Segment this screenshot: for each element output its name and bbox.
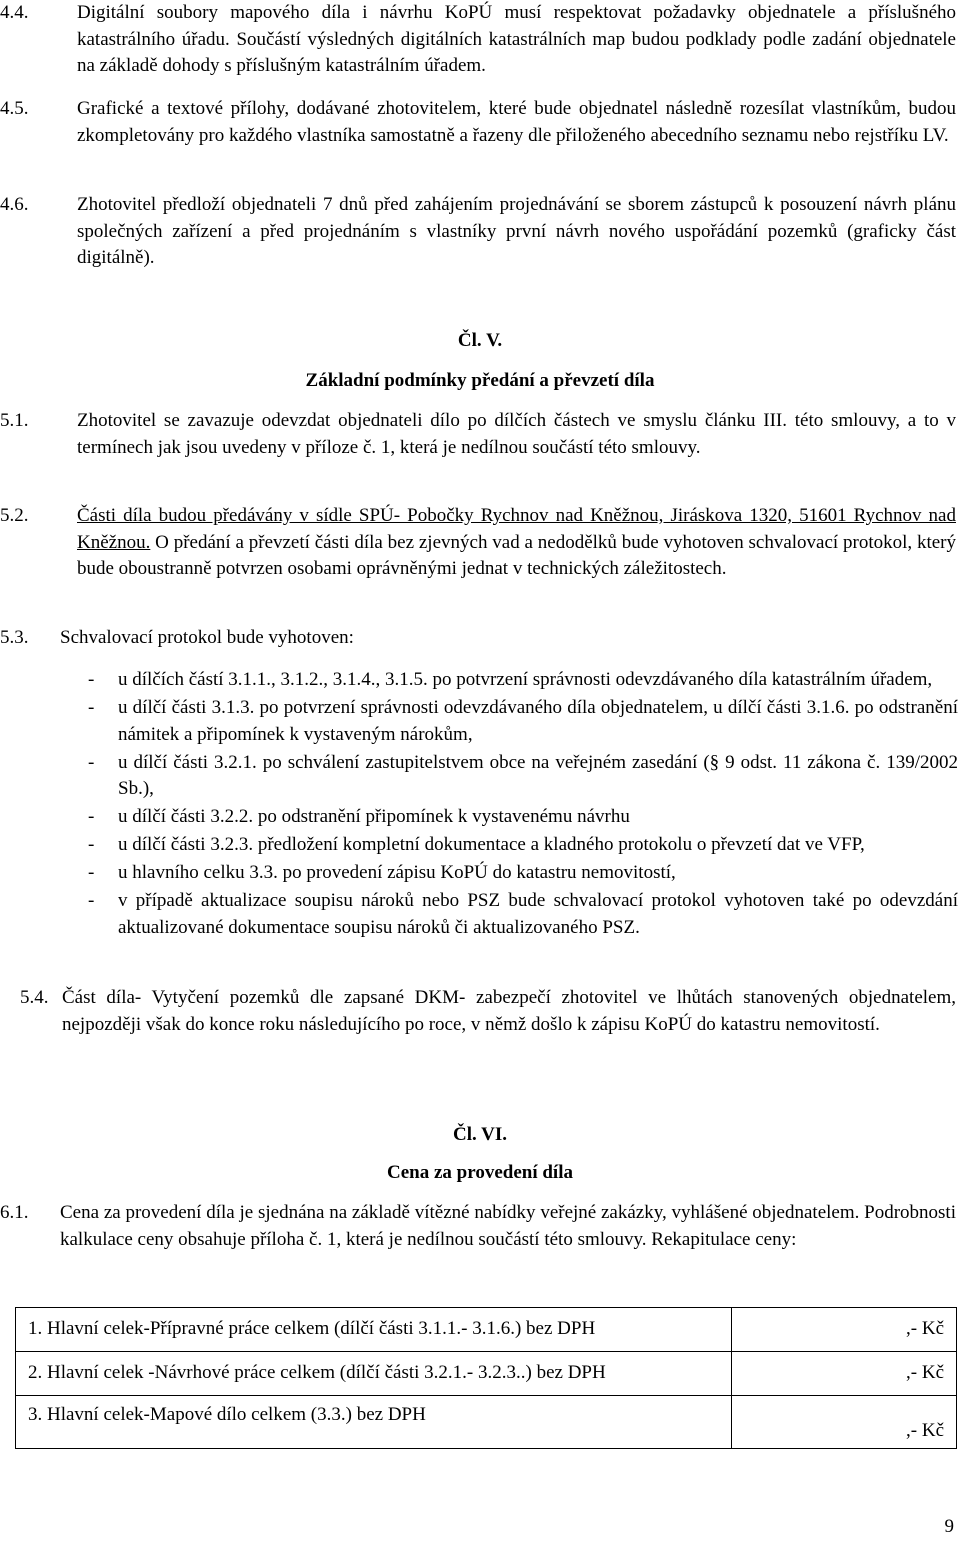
protocol-text: O předání a převzetí části díla bez zjevných vad a nedodělků bude vyhotoven schvalovací protokol, který bude oboustranně potvrzen osobami oprávněnými jednat v technických záležitostech. <box>77 531 956 579</box>
paragraph-4-5 <box>0 96 956 149</box>
list-item: - u dílčí části 3.2.2. po odstranění připomínek k vystavenému návrhu <box>88 804 958 831</box>
table-row <box>16 1352 957 1396</box>
page-number: 9 <box>944 1516 954 1537</box>
list-item: - u dílčí části 3.2.3. předložení kompletní dokumentace a kladného protokolu o převzetí dat ve VFP, <box>88 832 958 859</box>
paragraph-number: 4.6. <box>0 194 29 215</box>
table-cell-description: 2. Hlavní celek -Návrhové práce celkem (dílčí části 3.2.1.- 3.2.3..) bez DPH <box>16 1352 732 1396</box>
paragraph-number: 5.3. <box>0 627 29 648</box>
paragraph-text: Cena za provedení díla je sjednána na základě vítězné nabídky veřejné zakázky, vyhlášené objednatelem. Podrobnosti kalkulace ceny obsahuje příloha č. 1, která je nedílnou součástí této smlouvy. Rekapitulace ceny: <box>60 1202 956 1250</box>
paragraph-5-4 <box>20 985 956 1038</box>
dash-bullet: - <box>88 806 95 827</box>
paragraph-text: Digitální soubory mapového díla i návrhu KoPÚ musí respektovat požadavky objednatele a příslušného katastrálního úřadu. Součástí výsledných digitálních katastrálních map budou podklady podle zadání objednatele na základě dohody s příslušným katastrálním úřadem. <box>77 2 956 76</box>
table-cell-amount: ,- Kč <box>732 1352 957 1396</box>
dash-bullet: - <box>88 890 95 911</box>
table-row <box>16 1396 957 1449</box>
paragraph-4-6 <box>0 192 956 272</box>
table-cell-description: 1. Hlavní celek-Přípravné práce celkem (dílčí části 3.1.1.- 3.1.6.) bez DPH <box>16 1308 732 1352</box>
paragraph-number: 5.1. <box>0 410 29 431</box>
price-recap-table <box>15 1307 957 1449</box>
list-item: - v případě aktualizace soupisu nároků nebo PSZ bude schvalovací protokol vyhotoven také po odevzdání aktualizované dokumentace soupisu nároků či aktualizovaného PSZ. <box>88 890 958 938</box>
article-6-title: Cena za provedení díla <box>387 1162 573 1183</box>
paragraph-number: 6.1. <box>0 1202 29 1223</box>
protocol-conditions-list <box>88 667 958 943</box>
dash-bullet: - <box>88 862 95 883</box>
paragraph-4-4 <box>0 0 956 80</box>
delivery-location-text: Části díla budou předávány v sídle SPÚ- Pobočky Rychnov nad Kněžnou, Jiráskova 1320, 51601 Rychnov nad Kněžnou. <box>77 505 956 553</box>
paragraph-number: 5.4. <box>20 987 49 1008</box>
table-cell-amount: ,- Kč <box>732 1396 957 1449</box>
dash-bullet: - <box>88 751 95 773</box>
list-item: - u dílčí části 3.2.1. po schválení zastupitelstvem obce na veřejném zasedání (§ 9 odst. 11 zákona č. 139/2002 Sb.), <box>88 751 958 799</box>
paragraph-6-1 <box>0 1200 956 1253</box>
paragraph-5-2 <box>0 503 956 583</box>
article-5-title: Základní podmínky předání a převzetí díla <box>305 370 655 391</box>
paragraph-number: 4.5. <box>0 98 29 119</box>
paragraph-number: 5.2. <box>0 505 29 526</box>
table-row <box>16 1308 957 1352</box>
paragraph-text: Schvalovací protokol bude vyhotoven: <box>60 627 354 648</box>
list-item: - u dílčí části 3.1.3. po potvrzení správnosti odevzdávaného díla objednatelem, u dílčí části 3.1.6. po odstranění námitek a připomínek k vystaveným nárokům, <box>88 697 958 745</box>
dash-bullet: - <box>88 669 95 690</box>
dash-bullet: - <box>88 697 95 718</box>
paragraph-text: Zhotovitel předloží objednateli 7 dnů před zahájením projednávání se sborem zástupců k posouzení návrh plánu společných zařízení a před projednáním s vlastníky první návrh nového uspořádání pozemků (graficky část digitálně). <box>77 194 956 268</box>
paragraph-text: Grafické a textové přílohy, dodávané zhotovitelem, které bude objednatel následně rozesílat vlastníkům, budou zkompletovány pro každého vlastníka samostatně a řazeny dle přiloženého abecedního seznamu nebo rejstříku LV. <box>77 98 956 146</box>
table-cell-amount: ,- Kč <box>732 1308 957 1352</box>
paragraph-text: Část díla- Vytyčení pozemků dle zapsané DKM- zabezpečí zhotovitel ve lhůtách stanovených objednatelem, nejpozději však do konce roku následujícího po roce, v němž došlo k zápisu KoPÚ do katastru nemovitostí. <box>62 987 956 1035</box>
paragraph-text: Zhotovitel se zavazuje odevzdat objednateli dílo po dílčích částech ve smyslu článku III. této smlouvy, a to v termínech jak jsou uvedeny v příloze č. 1, která je nedílnou součástí této smlouvy. <box>77 410 956 458</box>
list-item: - u hlavního celku 3.3. po provedení zápisu KoPÚ do katastru nemovitostí, <box>88 860 958 887</box>
paragraph-5-1 <box>0 408 956 461</box>
paragraph-number: 4.4. <box>0 2 29 23</box>
dash-bullet: - <box>88 834 95 855</box>
article-5-heading: Čl. V. <box>457 330 503 351</box>
article-6-heading: Čl. VI. <box>452 1124 508 1145</box>
list-item: - u dílčích částí 3.1.1., 3.1.2., 3.1.4., 3.1.5. po potvrzení správnosti odevzdávaného díla katastrálním úřadem, <box>88 667 958 694</box>
table-cell-description: 3. Hlavní celek-Mapové dílo celkem (3.3.) bez DPH <box>16 1396 732 1449</box>
paragraph-text <box>77 503 956 583</box>
paragraph-5-3 <box>0 625 956 652</box>
